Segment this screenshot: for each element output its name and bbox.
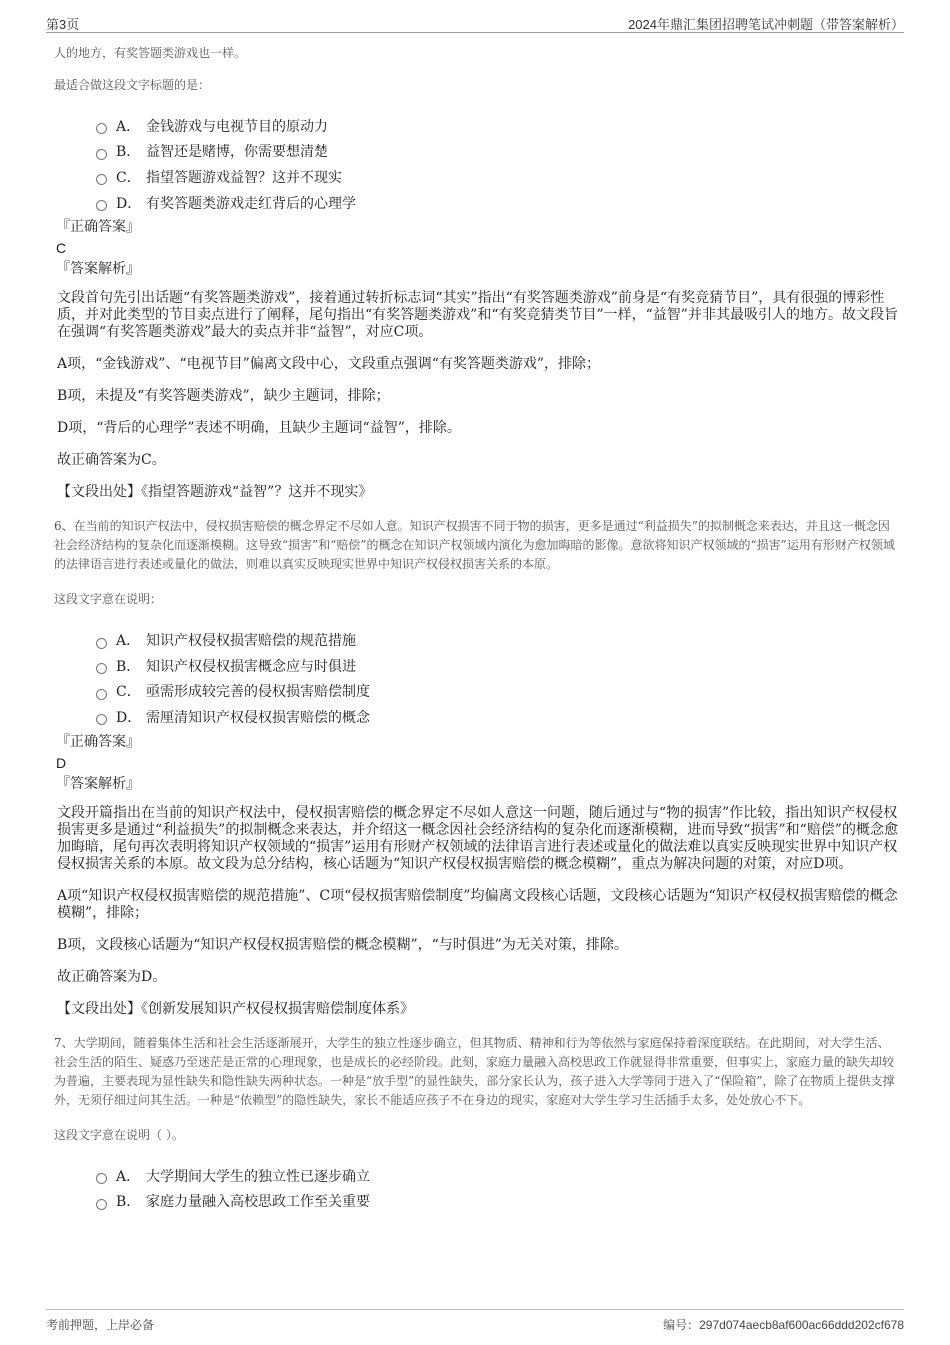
q5-analysis-label: 『答案解析』 [56, 261, 140, 278]
q6-option-c[interactable]: C． 亟需形成较完善的侵权损害赔偿制度 [96, 679, 899, 705]
q5-options [96, 113, 899, 215]
radio-button-icon[interactable] [96, 663, 107, 674]
document-body [54, 44, 899, 1214]
q6-prompt: 这段文字意在说明： [54, 592, 163, 607]
q6-answer: D [56, 754, 67, 771]
page-footer [46, 1309, 904, 1336]
q6-analysis-paragraph: B项，文段核心话题为“知识产权侵权损害赔偿的概念模糊”，“与时俱进”为无关对策，排除。 [57, 936, 628, 953]
q6-answer-label: 『正确答案』 [56, 733, 140, 750]
radio-button-icon[interactable] [96, 149, 107, 160]
radio-button-icon[interactable] [96, 638, 107, 649]
q6-analysis-paragraph: 故正确答案为D。 [57, 968, 167, 985]
q6-source: 【文段出处】《创新发展知识产权侵权损害赔偿制度体系》 [57, 1000, 414, 1017]
q6-analysis-paragraph: 文段开篇指出在当前的知识产权法中，侵权损害赔偿的概念界定不尽如人意这一问题，随后通过与“物的损害”作比较，指出知识产权侵权损害更多是通过“利益损失”的拟制概念来表达，并介绍这一概念因社会经济结构的复杂化而逐渐模糊，进而导致“损害”和“赔偿”的概念愈加晦暗，尾句再次表明将知识产权领域的“损害”运用有形财产权领域的法律语言进行表述或量化的做法难以真实反映现实世界中知识产权侵权损害关系的本原。故文段为总分结构，核心话题为“知识产权侵权损害赔偿的概念模糊”，重点为解决问题的对策，对应D项。 [57, 804, 898, 872]
radio-button-icon[interactable] [96, 714, 107, 725]
q6-analysis-label: 『答案解析』 [56, 775, 140, 792]
radio-button-icon[interactable] [96, 689, 107, 700]
q6-option-b[interactable]: B． 知识产权侵权损害概念应与时俱进 [96, 653, 899, 679]
q6-option-d[interactable]: D． 需厘清知识产权侵权损害赔偿的概念 [96, 704, 899, 730]
radio-button-icon[interactable] [96, 1173, 107, 1184]
page-header [46, 10, 904, 33]
q7-option-a[interactable]: A． 大学期间大学生的独立性已逐步确立 [96, 1163, 899, 1189]
q5-answer: C [56, 240, 67, 257]
radio-button-icon[interactable] [96, 174, 107, 185]
q5-stem-tail: 人的地方，有奖答题类游戏也一样。 [54, 46, 247, 60]
document-id: 编号：297d074aecb8af600ac66ddd202cf678 [663, 1318, 904, 1332]
q7-prompt: 这段文字意在说明（ ）。 [54, 1127, 184, 1142]
q5-analysis-paragraph: A项，“金钱游戏”、“电视节目”偏离文段中心，文段重点强调“有奖答题类游戏”，排除； [57, 356, 601, 373]
radio-button-icon[interactable] [96, 200, 107, 211]
q5-option-a[interactable]: A． 金钱游戏与电视节目的原动力 [96, 113, 899, 139]
radio-button-icon[interactable] [96, 1199, 107, 1210]
q5-prompt: 最适合做这段文字标题的是： [54, 78, 211, 92]
q5-option-c[interactable]: C． 指望答题游戏益智？这并不现实 [96, 164, 899, 190]
q5-option-d[interactable]: D． 有奖答题类游戏走红背后的心理学 [96, 190, 899, 216]
q6-options [96, 627, 899, 729]
q6-option-a[interactable]: A． 知识产权侵权损害赔偿的规范措施 [96, 627, 899, 653]
q5-analysis-paragraph: D项，“背后的心理学”表述不明确，且缺少主题词“益智”，排除。 [57, 420, 461, 437]
q5-option-b[interactable]: B． 益智还是赌博，你需要想清楚 [96, 139, 899, 165]
q6-stem: 6、在当前的知识产权法中，侵权损害赔偿的概念界定不尽如人意。知识产权损害不同于物的损害，更多是通过“利益损失”的拟制概念来表达，并且这一概念因社会经济结构的复杂化而逐渐模糊。这导致“损害”和“赔偿”的概念在知识产权领域内演化为愈加晦暗的影像。意欲将知识产权领域的“损害”运用有形财产权领域的法律语言进行表述或量化的做法，则难以真实反映现实世界中知识产权侵权损害关系的本原。 [54, 519, 895, 572]
page-number: 第3页 [46, 17, 80, 32]
q6-analysis-paragraph: A项“知识产权侵权损害赔偿的规范措施”、C项“侵权损害赔偿制度”均偏离文段核心话题，文段核心话题为“知识产权侵权损害赔偿的概念模糊”，排除； [57, 887, 898, 921]
q7-stem: 7、大学期间，随着集体生活和社会生活逐渐展开，大学生的独立性逐步确立，但其物质、精神和行为等依然与家庭保持着深度联结。在此期间，对大学生活、社会生活的陌生、疑惑乃至迷茫是正常的心理现象，也是成长的必经阶段。此刻，家庭力量融入高校思政工作就显得非常重要，但事实上，家庭力量的缺失却较为普遍，主要表现为显性缺失和隐性缺失两种状态。一种是“放手型”的显性缺失，部分家长认为，孩子进入大学等同于进入了“保险箱”，除了在物质上提供支撑外，无须仔细过问其生活。一种是“依赖型”的隐性缺失，家长不能适应孩子不在身边的现实，家庭对大学生学习生活插手太多，处处放心不下。 [54, 1035, 895, 1107]
footer-slogan: 考前押题，上岸必备 [46, 1318, 155, 1332]
q5-analysis-paragraph: B项，未提及“有奖答题类游戏”，缺少主题词，排除； [57, 388, 390, 405]
q5-analysis-paragraph: 文段首句先引出话题“有奖答题类游戏”，接着通过转折标志词“其实”指出“有奖答题类游戏”前身是“有奖竞猜节目”，具有很强的博彩性质，并对此类型的节目卖点进行了阐释，尾句指出“有奖答题类游戏”和“有奖竞猜类节目”一样，“益智”并非其最吸引人的地方。故文段旨在强调“有奖答题类游戏”最大的卖点并非“益智”，对应C项。 [57, 290, 898, 341]
radio-button-icon[interactable] [96, 123, 107, 134]
q5-answer-label: 『正确答案』 [56, 219, 140, 236]
q7-options [96, 1163, 899, 1214]
q5-source: 【文段出处】《指望答题游戏“益智”？这并不现实》 [57, 484, 373, 501]
q5-analysis-paragraph: 故正确答案为C。 [57, 452, 166, 469]
document-title: 2024年鼎汇集团招聘笔试冲刺题（带答案解析） [628, 17, 904, 32]
q7-option-b[interactable]: B． 家庭力量融入高校思政工作至关重要 [96, 1188, 899, 1214]
